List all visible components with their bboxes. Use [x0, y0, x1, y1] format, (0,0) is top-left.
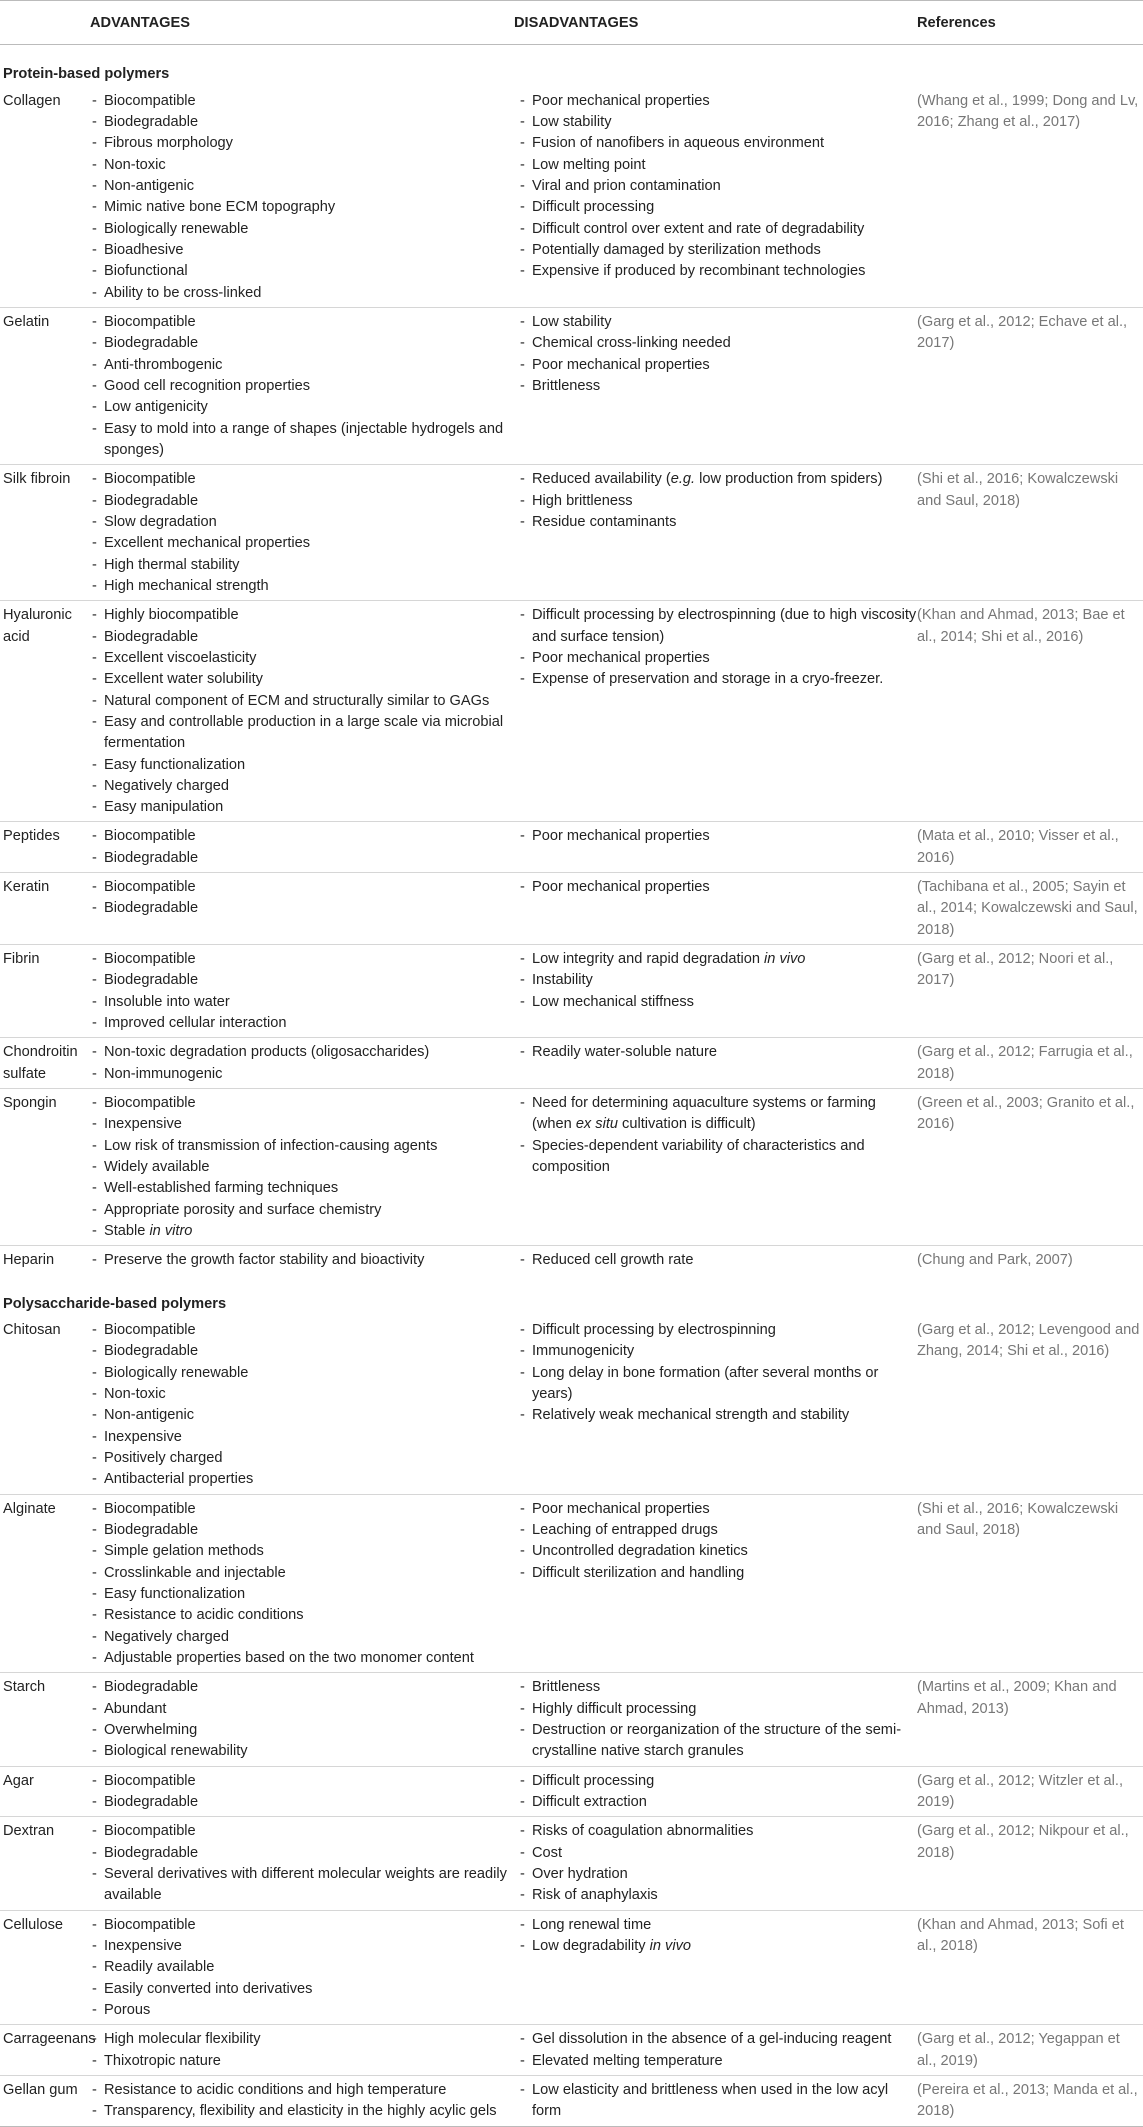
references-cell: (Chung and Park, 2007): [917, 1252, 1073, 1269]
list-item: - Easy functionalization: [86, 755, 514, 776]
disadvantages-list: [514, 469, 917, 533]
list-item: - Mimic native bone ECM topography: [86, 197, 514, 218]
list-item: - Non-immunogenic: [86, 1064, 514, 1085]
table-row: [0, 1817, 1143, 1910]
advantages-cell: [86, 307, 514, 464]
list-item: - Species-dependent variability of characteristics and composition: [514, 1136, 917, 1179]
table-row: [0, 2075, 1143, 2126]
list-item: - Resistance to acidic conditions: [86, 1605, 514, 1626]
polymer-name: Heparin: [3, 1252, 55, 1269]
list-item: - Excellent water solubility: [86, 669, 514, 690]
list-item: - Potentially damaged by sterilization methods: [514, 240, 917, 261]
table-row: [0, 1494, 1143, 1673]
list-item: - Biocompatible: [86, 826, 514, 847]
list-item: - Biodegradable: [86, 1341, 514, 1362]
references-cell: (Martins et al., 2009; Khan and Ahmad, 2013): [917, 1673, 1143, 1766]
list-item: - Porous: [86, 2000, 514, 2021]
disadvantages-cell: [514, 87, 917, 308]
list-item: - Fusion of nanofibers in aqueous environment: [514, 133, 917, 154]
polymer-name: Starch: [0, 1673, 86, 1766]
list-item: - Overwhelming: [86, 1720, 514, 1741]
polymer-name: Silk fibroin: [0, 465, 86, 601]
list-item: - Easy to mold into a range of shapes (injectable hydrogels and sponges): [86, 419, 514, 462]
list-item: - High thermal stability: [86, 555, 514, 576]
list-item: - Readily available: [86, 1957, 514, 1978]
list-item: - Slow degradation: [86, 512, 514, 533]
list-item: - Thixotropic nature: [86, 2051, 514, 2072]
list-item: - Difficult processing by electrospinning (due to high viscosity and surface tension): [514, 605, 917, 648]
list-item: - Inexpensive: [86, 1936, 514, 1957]
list-item: - Biocompatible: [86, 1821, 514, 1842]
table-row: [0, 822, 1143, 873]
list-item: - High molecular flexibility: [86, 2029, 514, 2050]
disadvantages-list: [514, 312, 917, 397]
list-item: - Transparency, flexibility and elasticity in the highly acylic gels: [86, 2101, 514, 2122]
advantages-list: [86, 1042, 514, 1085]
table-row: [0, 1316, 1143, 1494]
list-item: - Poor mechanical properties: [514, 355, 917, 376]
disadvantages-cell: [514, 1910, 917, 2025]
polymer-name: Gelatin: [0, 307, 86, 464]
table-row: [0, 1673, 1143, 1766]
advantages-list: [86, 1821, 514, 1906]
list-item: - Highly biocompatible: [86, 605, 514, 626]
group-header-row: [0, 45, 1143, 87]
disadvantages-list: [514, 2029, 917, 2072]
advantages-cell: [86, 1246, 514, 1275]
list-item: - Difficult processing by electrospinning: [514, 1320, 917, 1341]
list-item: - Biodegradable: [86, 1677, 514, 1698]
list-item: - Simple gelation methods: [86, 1541, 514, 1562]
list-item: - Several derivatives with different molecular weights are readily available: [86, 1864, 514, 1907]
list-item: - Biocompatible: [86, 1771, 514, 1792]
list-item: - Non-toxic degradation products (oligosaccharides): [86, 1042, 514, 1063]
references-cell: (Garg et al., 2012; Noori et al., 2017): [917, 945, 1143, 1038]
list-item: - Risks of coagulation abnormalities: [514, 1821, 917, 1842]
polymer-name: Cellulose: [0, 1910, 86, 2025]
list-item: - Excellent mechanical properties: [86, 533, 514, 554]
disadvantages-cell: [514, 1494, 917, 1673]
list-item: - Biodegradable: [86, 848, 514, 869]
advantages-cell: [86, 1494, 514, 1673]
references-cell: (Garg et al., 2012; Nikpour et al., 2018): [917, 1817, 1143, 1910]
list-item: - Low stability: [514, 312, 917, 333]
advantages-cell: [86, 1316, 514, 1494]
list-item: - Good cell recognition properties: [86, 376, 514, 397]
disadvantages-list: [514, 605, 917, 690]
table-row: [0, 1910, 1143, 2025]
disadvantages-list: [514, 1915, 917, 1958]
references-cell: (Garg et al., 2012; Yegappan et al., 2019): [917, 2025, 1143, 2076]
list-item: - Reduced availability (e.g. low production from spiders): [514, 469, 917, 490]
polymer-name: Carrageenans: [0, 2025, 86, 2076]
references-cell: (Whang et al., 1999; Dong and Lv, 2016; Zhang et al., 2017): [917, 87, 1143, 308]
advantages-cell: [86, 1910, 514, 2025]
advantages-list: [86, 1250, 514, 1271]
polymer-name: Chondroitin sulfate: [0, 1038, 86, 1089]
list-item: - Low antigenicity: [86, 397, 514, 418]
list-item: - Positively charged: [86, 1448, 514, 1469]
group-title: Polysaccharide-based polymers: [3, 1295, 227, 1312]
list-item: - Easy functionalization: [86, 1584, 514, 1605]
references-cell: (Tachibana et al., 2005; Sayin et al., 2014; Kowalczewski and Saul, 2018): [917, 873, 1143, 945]
disadvantages-cell: [514, 1089, 917, 1246]
disadvantages-list: [514, 1320, 917, 1427]
list-item: - Biocompatible: [86, 1093, 514, 1114]
advantages-cell: [86, 601, 514, 822]
list-item: - Need for determining aquaculture systems or farming (when ex situ cultivation is difficult): [514, 1093, 917, 1136]
advantages-list: [86, 469, 514, 597]
disadvantages-cell: [514, 1766, 917, 1817]
list-item: - Biocompatible: [86, 469, 514, 490]
list-item: - Expensive if produced by recombinant technologies: [514, 261, 917, 282]
disadvantages-list: [514, 1499, 917, 1584]
list-item: - High mechanical strength: [86, 576, 514, 597]
polymer-name: Dextran: [0, 1817, 86, 1910]
advantages-list: [86, 949, 514, 1034]
references-cell: (Green et al., 2003; Granito et al., 2016): [917, 1089, 1143, 1246]
list-item: - Widely available: [86, 1157, 514, 1178]
advantages-cell: [86, 1817, 514, 1910]
list-item: - Over hydration: [514, 1864, 917, 1885]
disadvantages-list: [514, 1250, 917, 1271]
advantages-list: [86, 1320, 514, 1491]
polymer-name: Agar: [0, 1766, 86, 1817]
list-item: - Biocompatible: [86, 1320, 514, 1341]
list-item: - Antibacterial properties: [86, 1469, 514, 1490]
advantages-cell: [86, 2025, 514, 2076]
advantages-cell: [86, 822, 514, 873]
list-item: - Biocompatible: [86, 312, 514, 333]
list-item: - Negatively charged: [86, 1627, 514, 1648]
advantages-cell: [86, 1089, 514, 1246]
list-item: - Biodegradable: [86, 898, 514, 919]
advantages-list: [86, 826, 514, 869]
table-row: [0, 945, 1143, 1038]
list-item: - Non-antigenic: [86, 1405, 514, 1426]
list-item: - Low mechanical stiffness: [514, 992, 917, 1013]
polymer-name: Alginate: [0, 1494, 86, 1673]
list-item: - Well-established farming techniques: [86, 1178, 514, 1199]
list-item: - Biocompatible: [86, 1499, 514, 1520]
polymer-name: Chitosan: [0, 1316, 86, 1494]
disadvantages-list: [514, 1821, 917, 1906]
disadvantages-list: [514, 1093, 917, 1178]
list-item: - Non-toxic: [86, 155, 514, 176]
references-cell: (Khan and Ahmad, 2013; Bae et al., 2014; Shi et al., 2016): [917, 601, 1143, 822]
group-title: Protein-based polymers: [3, 66, 170, 83]
polymer-name: Peptides: [0, 822, 86, 873]
list-item: - Low melting point: [514, 155, 917, 176]
advantages-list: [86, 1677, 514, 1762]
list-item: - Residue contaminants: [514, 512, 917, 533]
list-item: - Biologically renewable: [86, 1363, 514, 1384]
advantages-list: [86, 1915, 514, 2022]
references-cell: (Garg et al., 2012; Farrugia et al., 2018): [917, 1038, 1143, 1089]
advantages-list: [86, 312, 514, 461]
advantages-list: [86, 605, 514, 818]
advantages-list: [86, 1093, 514, 1242]
list-item: - Biocompatible: [86, 949, 514, 970]
disadvantages-list: [514, 949, 917, 1013]
list-item: - Relatively weak mechanical strength and stability: [514, 1405, 917, 1426]
list-item: - Reduced cell growth rate: [514, 1250, 917, 1271]
disadvantages-list: [514, 91, 917, 283]
list-item: - Gel dissolution in the absence of a gel-inducing reagent: [514, 2029, 917, 2050]
disadvantages-cell: [514, 307, 917, 464]
list-item: - Long delay in bone formation (after several months or years): [514, 1363, 917, 1406]
list-item: - Inexpensive: [86, 1114, 514, 1135]
advantages-cell: [86, 87, 514, 308]
advantages-cell: [86, 1766, 514, 1817]
list-item: - Poor mechanical properties: [514, 648, 917, 669]
list-item: - Easily converted into derivatives: [86, 1979, 514, 2000]
list-item: - Fibrous morphology: [86, 133, 514, 154]
list-item: - Abundant: [86, 1699, 514, 1720]
table-row: [0, 873, 1143, 945]
list-item: - Ability to be cross-linked: [86, 283, 514, 304]
references-cell: (Mata et al., 2010; Visser et al., 2016): [917, 822, 1143, 873]
header-row: [0, 1, 1143, 45]
list-item: - Low degradability in vivo: [514, 1936, 917, 1957]
list-item: - Expense of preservation and storage in a cryo-freezer.: [514, 669, 917, 690]
advantages-cell: [86, 2075, 514, 2126]
list-item: - Leaching of entrapped drugs: [514, 1520, 917, 1541]
list-item: - Biological renewability: [86, 1741, 514, 1762]
list-item: - Biodegradable: [86, 1843, 514, 1864]
group-header-row: [0, 1275, 1143, 1316]
list-item: - Cost: [514, 1843, 917, 1864]
list-item: - Difficult sterilization and handling: [514, 1563, 917, 1584]
list-item: - Biodegradable: [86, 1792, 514, 1813]
header-name: [0, 1, 86, 45]
polymer-name: Gellan gum: [0, 2075, 86, 2126]
advantages-list: [86, 877, 514, 920]
table-row: [0, 601, 1143, 822]
disadvantages-list: [514, 877, 917, 898]
list-item: - Biocompatible: [86, 877, 514, 898]
list-item: - Low integrity and rapid degradation in vivo: [514, 949, 917, 970]
list-item: - Risk of anaphylaxis: [514, 1885, 917, 1906]
disadvantages-cell: [514, 2025, 917, 2076]
polymer-name: Collagen: [0, 87, 86, 308]
disadvantages-cell: [514, 1316, 917, 1494]
list-item: - Stable in vitro: [86, 1221, 514, 1242]
list-item: - Low risk of transmission of infection-causing agents: [86, 1136, 514, 1157]
list-item: - Highly difficult processing: [514, 1699, 917, 1720]
disadvantages-list: [514, 826, 917, 847]
advantages-cell: [86, 1673, 514, 1766]
list-item: - Immunogenicity: [514, 1341, 917, 1362]
table-row: [0, 307, 1143, 464]
references-cell: (Garg et al., 2012; Echave et al., 2017): [917, 307, 1143, 464]
list-item: - Biodegradable: [86, 627, 514, 648]
advantages-cell: [86, 1038, 514, 1089]
references-cell: (Garg et al., 2012; Witzler et al., 2019): [917, 1766, 1143, 1817]
list-item: - Excellent viscoelasticity: [86, 648, 514, 669]
references-cell: (Shi et al., 2016; Kowalczewski and Saul, 2018): [917, 465, 1143, 601]
list-item: - Biodegradable: [86, 333, 514, 354]
table-row: [0, 1089, 1143, 1246]
list-item: - Biocompatible: [86, 91, 514, 112]
advantages-list: [86, 2080, 514, 2123]
list-item: - Uncontrolled degradation kinetics: [514, 1541, 917, 1562]
polymer-name: Fibrin: [0, 945, 86, 1038]
disadvantages-list: [514, 2080, 917, 2123]
disadvantages-cell: [514, 2075, 917, 2126]
list-item: - Crosslinkable and injectable: [86, 1563, 514, 1584]
list-item: - Biodegradable: [86, 1520, 514, 1541]
polymer-name: Hyaluronic acid: [0, 601, 86, 822]
list-item: - Easy and controllable production in a large scale via microbial fermentation: [86, 712, 514, 755]
list-item: - Easy manipulation: [86, 797, 514, 818]
table-row: [0, 87, 1143, 308]
list-item: - Preserve the growth factor stability and bioactivity: [86, 1250, 514, 1271]
list-item: - Readily water-soluble nature: [514, 1042, 917, 1063]
list-item: - Poor mechanical properties: [514, 877, 917, 898]
list-item: - Non-toxic: [86, 1384, 514, 1405]
disadvantages-cell: [514, 465, 917, 601]
list-item: - Adjustable properties based on the two monomer content: [86, 1648, 514, 1669]
list-item: - Biodegradable: [86, 491, 514, 512]
list-item: - Destruction or reorganization of the structure of the semi-crystalline native starch granules: [514, 1720, 917, 1763]
list-item: - Bioadhesive: [86, 240, 514, 261]
references-cell: (Pereira et al., 2013; Manda et al., 2018): [917, 2075, 1143, 2126]
list-item: - Brittleness: [514, 1677, 917, 1698]
list-item: - Improved cellular interaction: [86, 1013, 514, 1034]
header-disadvantages: DISADVANTAGES: [514, 1, 917, 45]
list-item: - Chemical cross-linking needed: [514, 333, 917, 354]
header-advantages: ADVANTAGES: [86, 1, 514, 45]
list-item: - Instability: [514, 970, 917, 991]
list-item: - Anti-thrombogenic: [86, 355, 514, 376]
list-item: - Brittleness: [514, 376, 917, 397]
table-row: [0, 1766, 1143, 1817]
list-item: - Negatively charged: [86, 776, 514, 797]
list-item: - Inexpensive: [86, 1427, 514, 1448]
list-item: - Difficult processing: [514, 1771, 917, 1792]
references-cell: (Khan and Ahmad, 2013; Sofi et al., 2018): [917, 1910, 1143, 2025]
disadvantages-list: [514, 1677, 917, 1762]
advantages-cell: [86, 873, 514, 945]
advantages-list: [86, 91, 514, 304]
disadvantages-cell: [514, 1673, 917, 1766]
list-item: - Poor mechanical properties: [514, 1499, 917, 1520]
list-item: - Biodegradable: [86, 112, 514, 133]
advantages-cell: [86, 945, 514, 1038]
list-item: - Viral and prion contamination: [514, 176, 917, 197]
list-item: - Biologically renewable: [86, 219, 514, 240]
list-item: - Natural component of ECM and structurally similar to GAGs: [86, 691, 514, 712]
advantages-list: [86, 1771, 514, 1814]
table-row: [0, 1038, 1143, 1089]
list-item: - Long renewal time: [514, 1915, 917, 1936]
polymer-name: Keratin: [0, 873, 86, 945]
list-item: - Difficult extraction: [514, 1792, 917, 1813]
disadvantages-cell: [514, 822, 917, 873]
list-item: - Resistance to acidic conditions and high temperature: [86, 2080, 514, 2101]
advantages-list: [86, 1499, 514, 1670]
references-cell: (Shi et al., 2016; Kowalczewski and Saul, 2018): [917, 1494, 1143, 1673]
header-references: References: [917, 1, 1143, 45]
polymer-name: Spongin: [0, 1089, 86, 1246]
table-row: [0, 1246, 1143, 1275]
list-item: - Poor mechanical properties: [514, 91, 917, 112]
list-item: - Low stability: [514, 112, 917, 133]
list-item: - Difficult processing: [514, 197, 917, 218]
advantages-cell: [86, 465, 514, 601]
table-row: [0, 2025, 1143, 2076]
list-item: - Insoluble into water: [86, 992, 514, 1013]
disadvantages-cell: [514, 873, 917, 945]
disadvantages-cell: [514, 601, 917, 822]
list-item: - High brittleness: [514, 491, 917, 512]
table-row: [0, 465, 1143, 601]
list-item: - Difficult control over extent and rate of degradability: [514, 219, 917, 240]
disadvantages-cell: [514, 945, 917, 1038]
list-item: - Biodegradable: [86, 970, 514, 991]
disadvantages-list: [514, 1042, 917, 1063]
disadvantages-cell: [514, 1038, 917, 1089]
references-cell: (Garg et al., 2012; Levengood and Zhang, 2014; Shi et al., 2016): [917, 1316, 1143, 1494]
list-item: - Appropriate porosity and surface chemistry: [86, 1200, 514, 1221]
advantages-list: [86, 2029, 514, 2072]
disadvantages-cell: [514, 1817, 917, 1910]
list-item: - Poor mechanical properties: [514, 826, 917, 847]
list-item: - Biofunctional: [86, 261, 514, 282]
disadvantages-cell: [514, 1246, 917, 1275]
list-item: - Non-antigenic: [86, 176, 514, 197]
disadvantages-list: [514, 1771, 917, 1814]
list-item: - Biocompatible: [86, 1915, 514, 1936]
list-item: - Low elasticity and brittleness when used in the low acyl form: [514, 2080, 917, 2123]
table-body: [0, 45, 1143, 2126]
list-item: - Elevated melting temperature: [514, 2051, 917, 2072]
